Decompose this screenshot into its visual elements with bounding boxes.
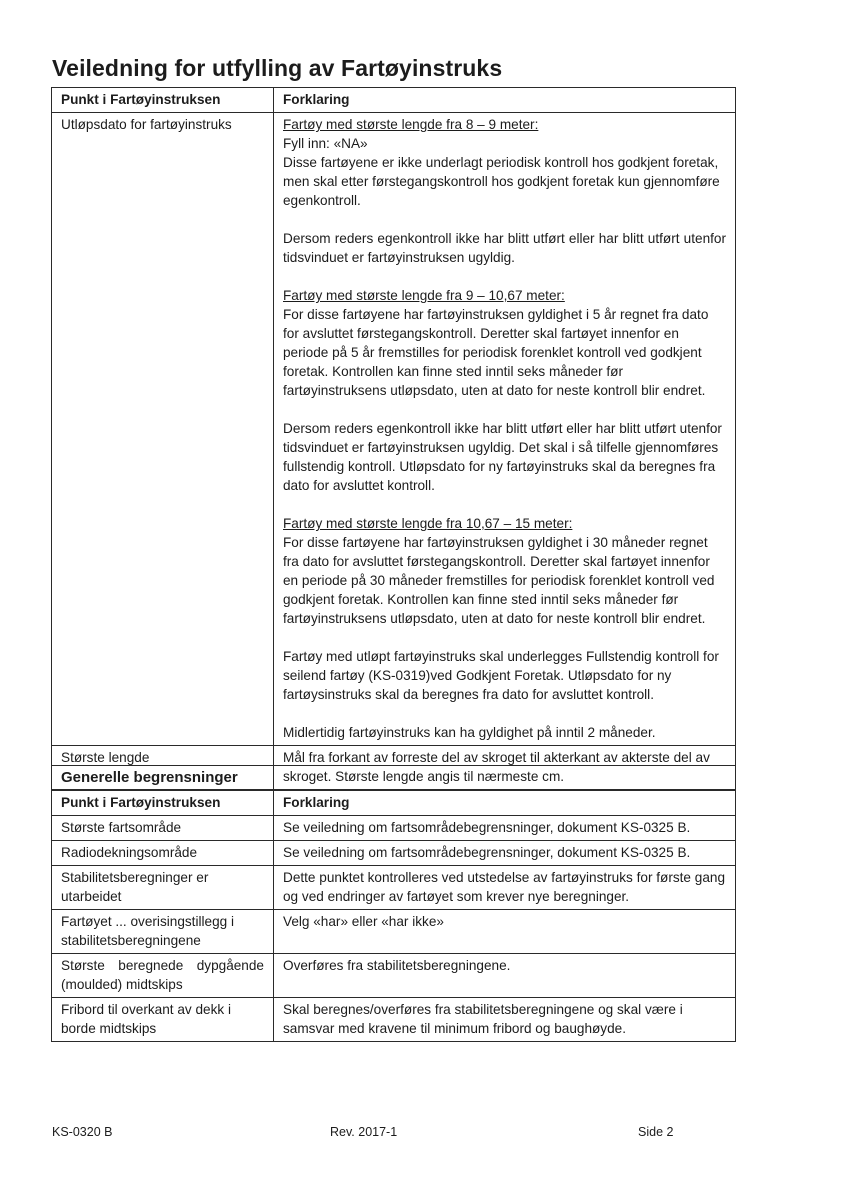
note-expired-instruction: Fartøy med utløpt fartøyinstruks skal underlegges Fullstendig kontroll for seilend fartøy (KS-0319)ved Godkjent Foretak. Utløpsdato for ny fartøysinstruks skal da beregnes fra dato for avsluttet kontroll. xyxy=(283,649,719,702)
row-explanation: Dette punktet kontrolleres ved utstedelse av fartøyinstruks for første gang og ved endringer av fartøyet som krever nye beregninger. xyxy=(274,866,736,910)
footer-page-number: Side 2 xyxy=(638,1125,674,1139)
table-row xyxy=(52,816,736,841)
row-label: Stabilitetsberegninger er utarbeidet xyxy=(52,866,274,910)
note-temporary-instruction: Midlertidig fartøyinstruks kan ha gyldighet på inntil 2 måneder. xyxy=(283,725,656,740)
table-row xyxy=(52,954,736,998)
paragraph-1067-15m: For disse fartøyene har fartøyinstruksen gyldighet i 30 måneder regnet fra dato for avsluttet førstegangskontroll. Deretter skal fartøyet innenfor en periode på 30 måneder fremstilles for periodisk forenklet kontroll ved godkjent foretak. Kontrollen kan finne sted inntil seks måneder før fartøyinstruksens utløpsdato, uten at dato for neste kontroll blir endret. xyxy=(283,535,715,626)
general-restrictions-table xyxy=(51,765,736,1042)
subheading-8-9m: Fartøy med største lengde fra 8 – 9 meter: xyxy=(283,117,539,132)
row-explanation: Overføres fra stabilitetsberegningene. xyxy=(274,954,736,998)
row-explanation-length: Mål fra forkant av forreste del av skroget til akterkant av akterste del av skroget. Største lengde angis til nærmeste cm. xyxy=(274,746,736,790)
table-row-expiry xyxy=(52,113,736,746)
row-label: Største beregnede dypgående (moulded) midtskips xyxy=(52,954,274,998)
instructions-table xyxy=(51,87,736,790)
row-explanation: Velg «har» eller «har ikke» xyxy=(274,910,736,954)
row-label-expiry: Utløpsdato for fartøyinstruks xyxy=(52,113,274,746)
header-col-point: Punkt i Fartøyinstruksen xyxy=(52,791,274,816)
footer-document-code: KS-0320 B xyxy=(52,1125,113,1139)
row-label: Fribord til overkant av dekk i borde midtskips xyxy=(52,998,274,1042)
table-row xyxy=(52,998,736,1042)
fill-in-instruction: Fyll inn: «NA» xyxy=(283,136,368,151)
section-heading-row xyxy=(52,766,736,791)
footer-revision: Rev. 2017-1 xyxy=(330,1125,398,1139)
header-col-explanation: Forklaring xyxy=(274,88,736,113)
paragraph-8-9m: Disse fartøyene er ikke underlagt periodisk kontroll hos godkjent foretak, men skal etter førstegangskontroll hos godkjent foretak kun gjennomføre egenkontroll. xyxy=(283,155,720,208)
row-explanation-expiry xyxy=(274,113,736,746)
section-heading: Generelle begrensninger xyxy=(52,766,736,791)
header-col-point: Punkt i Fartøyinstruksen xyxy=(52,88,274,113)
note-9-1067m: Dersom reders egenkontroll ikke har blitt utført eller har blitt utført utenfor tidsvinduet er fartøyinstruksen ugyldig. Det skal i så tilfelle gjennomføres fullstendig kontroll. Utløpsdato for ny fartøyinstruks skal da beregnes fra dato for avsluttet kontroll. xyxy=(283,421,722,493)
note-8-9m: Dersom reders egenkontroll ikke har blitt utført eller har blitt utført utenfor tidsvinduet er fartøyinstruksen ugyldig. xyxy=(283,231,726,265)
table-row xyxy=(52,841,736,866)
row-explanation: Se veiledning om fartsområdebegrensninger, dokument KS-0325 B. xyxy=(274,816,736,841)
row-label: Radiodekningsområde xyxy=(52,841,274,866)
row-label: Fartøyet ... overisingstillegg i stabilitetsberegningene xyxy=(52,910,274,954)
row-label-length: Største lengde xyxy=(52,746,274,790)
table-header-row xyxy=(52,791,736,816)
subheading-1067-15m: Fartøy med største lengde fra 10,67 – 15 meter: xyxy=(283,516,573,531)
page-title: Veiledning for utfylling av Fartøyinstruks xyxy=(52,55,503,81)
header-col-explanation: Forklaring xyxy=(274,791,736,816)
row-label: Største fartsområde xyxy=(52,816,274,841)
table-row xyxy=(52,910,736,954)
row-explanation: Skal beregnes/overføres fra stabilitetsberegningene og skal være i samsvar med kravene til minimum fribord og baughøyde. xyxy=(274,998,736,1042)
row-explanation: Se veiledning om fartsområdebegrensninger, dokument KS-0325 B. xyxy=(274,841,736,866)
table-header-row xyxy=(52,88,736,113)
table-row xyxy=(52,866,736,910)
subheading-9-1067m: Fartøy med største lengde fra 9 – 10,67 meter: xyxy=(283,288,565,303)
paragraph-9-1067m: For disse fartøyene har fartøyinstruksen gyldighet i 5 år regnet fra dato for avsluttet førstegangskontroll. Deretter skal fartøyet innenfor en periode på 5 år fremstilles for periodisk forenklet kontroll ved godkjent foretak. Kontrollen kan finne sted inntil seks måneder før fartøyinstruksens utløpsdato, uten at dato for neste kontroll blir endret. xyxy=(283,307,709,398)
